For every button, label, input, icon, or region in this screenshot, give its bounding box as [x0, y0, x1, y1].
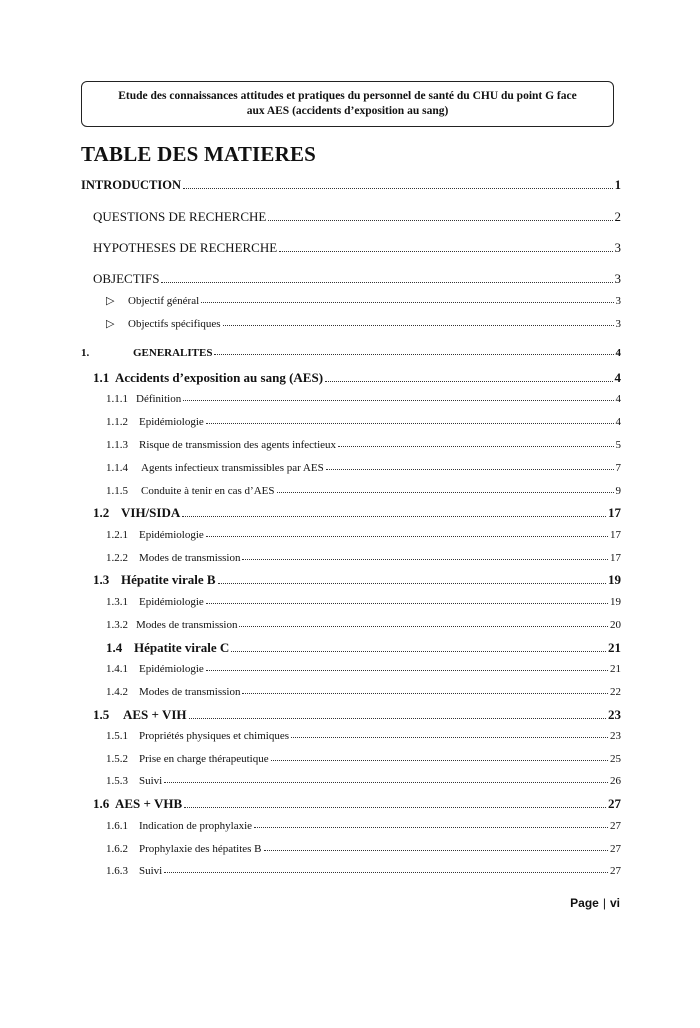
dot-leader: [325, 381, 612, 382]
toc-page: 26: [610, 775, 621, 787]
toc-number: 1.5.1: [106, 730, 128, 742]
toc-number: 1.6.3: [106, 865, 128, 877]
toc-number: 1.1: [93, 370, 110, 385]
toc-entry-hypotheses[interactable]: [93, 240, 621, 256]
toc-entry-1-1-1[interactable]: [106, 393, 621, 405]
toc-page: 3: [615, 295, 621, 307]
toc-label: HYPOTHESES DE RECHERCHE: [93, 240, 278, 255]
toc-number: 1.2: [93, 505, 110, 520]
toc-entry-1-6-2[interactable]: [106, 843, 621, 855]
arrow-bullet-icon: ▷: [106, 318, 115, 330]
toc-number: 1.2.2: [106, 552, 128, 564]
dot-leader: [291, 737, 608, 738]
toc-number: 1.1.3: [106, 439, 128, 451]
toc-page: 27: [608, 796, 621, 811]
toc-entry-1-3-2[interactable]: [106, 619, 621, 631]
toc-page: 17: [608, 505, 621, 520]
toc-label: Prise en charge thérapeutique: [139, 753, 269, 765]
toc-label: Propriétés physiques et chimiques: [139, 730, 290, 742]
toc-entry-1-1-2[interactable]: [106, 416, 621, 428]
toc-entry-1-5[interactable]: [93, 707, 621, 723]
toc-label: INTRODUCTION: [81, 178, 182, 192]
toc-entry-objectif-general[interactable]: [106, 294, 621, 307]
toc-label: Modes de transmission: [139, 686, 241, 698]
toc-number: 1.3.2: [106, 619, 128, 631]
toc-number: 1.5: [93, 707, 110, 722]
toc-number: 1.5.3: [106, 775, 128, 787]
toc-entry-objectifs[interactable]: [93, 271, 621, 287]
toc-label: OBJECTIFS: [93, 271, 160, 286]
toc-label: Modes de transmission: [136, 619, 238, 631]
dot-leader: [326, 469, 614, 470]
toc-entry-1-4-2[interactable]: [106, 686, 621, 698]
toc-label: Conduite à tenir en cas d’AES: [141, 485, 275, 497]
footer-page-number: vi: [609, 896, 620, 910]
toc-page: 9: [615, 485, 621, 497]
dot-leader: [161, 282, 612, 283]
toc-label: QUESTIONS DE RECHERCHE: [93, 209, 267, 224]
dot-leader: [242, 693, 608, 694]
dot-leader: [206, 536, 608, 537]
toc-page: 19: [608, 572, 621, 587]
dot-leader: [183, 400, 613, 401]
toc-label: Agents infectieux transmissibles par AES: [141, 462, 324, 474]
toc-number: 1.1.5: [106, 485, 128, 497]
dot-leader: [214, 354, 613, 355]
dot-leader: [264, 850, 608, 851]
footer-separator: |: [602, 896, 606, 910]
toc-page: 17: [610, 552, 621, 564]
toc-entry-1-1-5[interactable]: [106, 485, 621, 497]
toc-page: 4: [615, 393, 621, 405]
toc-page: 21: [608, 640, 621, 655]
toc-label: Risque de transmission des agents infectieux: [139, 439, 337, 451]
toc-entry-1-2-1[interactable]: [106, 529, 621, 541]
toc-number: 1.1.2: [106, 416, 128, 428]
footer-label: Page: [570, 896, 599, 910]
toc-entry-1-5-1[interactable]: [106, 730, 621, 742]
page-footer: [570, 896, 620, 910]
toc-page: 27: [610, 820, 621, 832]
toc-entry-1-4[interactable]: [106, 640, 621, 656]
toc-entry-1-6-1[interactable]: [106, 820, 621, 832]
dot-leader: [239, 626, 608, 627]
toc-label: AES + VIH: [123, 707, 187, 722]
dot-leader: [242, 559, 608, 560]
toc-label: Indication de prophylaxie: [139, 820, 253, 832]
toc-number: 1.5.2: [106, 753, 128, 765]
toc-label: Epidémiologie: [139, 416, 204, 428]
dot-leader: [206, 603, 608, 604]
toc-label: Hépatite virale C: [134, 640, 230, 655]
toc-number: 1.3: [93, 572, 110, 587]
toc-page: 7: [615, 462, 621, 474]
toc-number: 1.: [81, 347, 90, 359]
dot-leader: [338, 446, 613, 447]
toc-page: 3: [614, 271, 621, 286]
dot-leader: [184, 807, 606, 808]
dot-leader: [201, 302, 613, 303]
toc-title: TABLE DES MATIERES: [81, 142, 317, 166]
toc-number: 1.1.4: [106, 462, 128, 474]
toc-page: 4: [615, 347, 621, 359]
toc-page: 4: [615, 416, 621, 428]
header-line-1: Etude des connaissances attitudes et pratiques du personnel de santé du CHU du point G face: [118, 90, 577, 102]
toc-label: VIH/SIDA: [121, 505, 181, 520]
toc-number: 1.4: [106, 640, 123, 655]
toc-label: Suivi: [139, 865, 163, 877]
toc-page: 23: [610, 730, 621, 742]
document-header: [81, 81, 614, 127]
toc-label: Objectif général: [128, 295, 200, 307]
toc-page: 3: [614, 240, 621, 255]
toc-entry-1-5-2[interactable]: [106, 753, 621, 765]
toc-page: 1: [614, 178, 621, 192]
arrow-bullet-icon: ▷: [106, 295, 115, 307]
toc-entry-questions[interactable]: [93, 209, 621, 225]
toc-entry-objectifs-specifiques[interactable]: [106, 317, 621, 330]
toc-page: 17: [610, 529, 621, 541]
dot-leader: [254, 827, 608, 828]
toc-number: 1.4.1: [106, 663, 128, 675]
toc-entry-1-2[interactable]: [93, 505, 621, 521]
toc-page: 21: [610, 663, 621, 675]
toc-number: 1.1.1: [106, 393, 128, 405]
dot-leader: [271, 760, 608, 761]
dot-leader: [182, 516, 606, 517]
toc-label: Epidémiologie: [139, 596, 204, 608]
toc-label: Hépatite virale B: [121, 572, 216, 587]
dot-leader: [268, 220, 612, 221]
toc-number: 1.6.2: [106, 843, 128, 855]
toc-entry-1-2-2[interactable]: [106, 552, 621, 564]
dot-leader: [206, 423, 614, 424]
dot-leader: [277, 492, 614, 493]
toc-number: 1.6: [93, 796, 110, 811]
toc-entry-introduction[interactable]: [81, 178, 621, 193]
toc-page: 25: [610, 753, 621, 765]
toc-number: 1.6.1: [106, 820, 128, 832]
toc-page: 22: [610, 686, 621, 698]
toc-label: Accidents d’exposition au sang (AES): [115, 370, 324, 385]
dot-leader: [183, 188, 613, 189]
toc-number: 1.3.1: [106, 596, 128, 608]
header-line-2: aux AES (accidents d’exposition au sang): [246, 105, 449, 117]
dot-leader: [164, 782, 608, 783]
toc-page: 2: [614, 209, 621, 224]
dot-leader: [218, 583, 606, 584]
dot-leader: [206, 670, 608, 671]
toc-number: 1.2.1: [106, 529, 128, 541]
toc-entry-1-3-1[interactable]: [106, 596, 621, 608]
toc-page: 19: [610, 596, 621, 608]
dot-leader: [279, 251, 612, 252]
toc-label: AES + VHB: [115, 796, 183, 811]
toc-page: 27: [610, 865, 621, 877]
toc-entry-1-5-3[interactable]: [106, 775, 621, 787]
toc-entry-1-1-3[interactable]: [106, 439, 621, 451]
dot-leader: [164, 872, 608, 873]
dot-leader: [189, 718, 606, 719]
toc-entry-1-6-3[interactable]: [106, 865, 621, 877]
toc-page: 4: [614, 370, 621, 385]
toc-label: GENERALITES: [133, 347, 213, 359]
toc-number: 1.4.2: [106, 686, 128, 698]
toc-label: Modes de transmission: [139, 552, 241, 564]
toc-label: Epidémiologie: [139, 529, 204, 541]
toc-page: 3: [615, 318, 621, 330]
toc-label: Objectifs spécifiques: [128, 318, 221, 330]
toc-entry-1-3[interactable]: [93, 572, 621, 588]
toc-page: 20: [610, 619, 621, 631]
toc-label: Epidémiologie: [139, 663, 204, 675]
toc-page: 5: [615, 439, 621, 451]
toc-entry-1-6[interactable]: [93, 796, 621, 812]
dot-leader: [231, 651, 606, 652]
toc-entry-1-4-1[interactable]: [106, 663, 621, 675]
dot-leader: [223, 325, 614, 326]
toc-page: 23: [608, 707, 621, 722]
toc-label: Définition: [136, 393, 182, 405]
toc-entry-1-1[interactable]: [93, 370, 621, 386]
toc-label: Suivi: [139, 775, 163, 787]
toc-entry-1-1-4[interactable]: [106, 462, 621, 474]
toc-label: Prophylaxie des hépatites B: [139, 843, 262, 855]
toc-page: 27: [610, 843, 621, 855]
toc-entry-generalites[interactable]: [81, 347, 621, 359]
